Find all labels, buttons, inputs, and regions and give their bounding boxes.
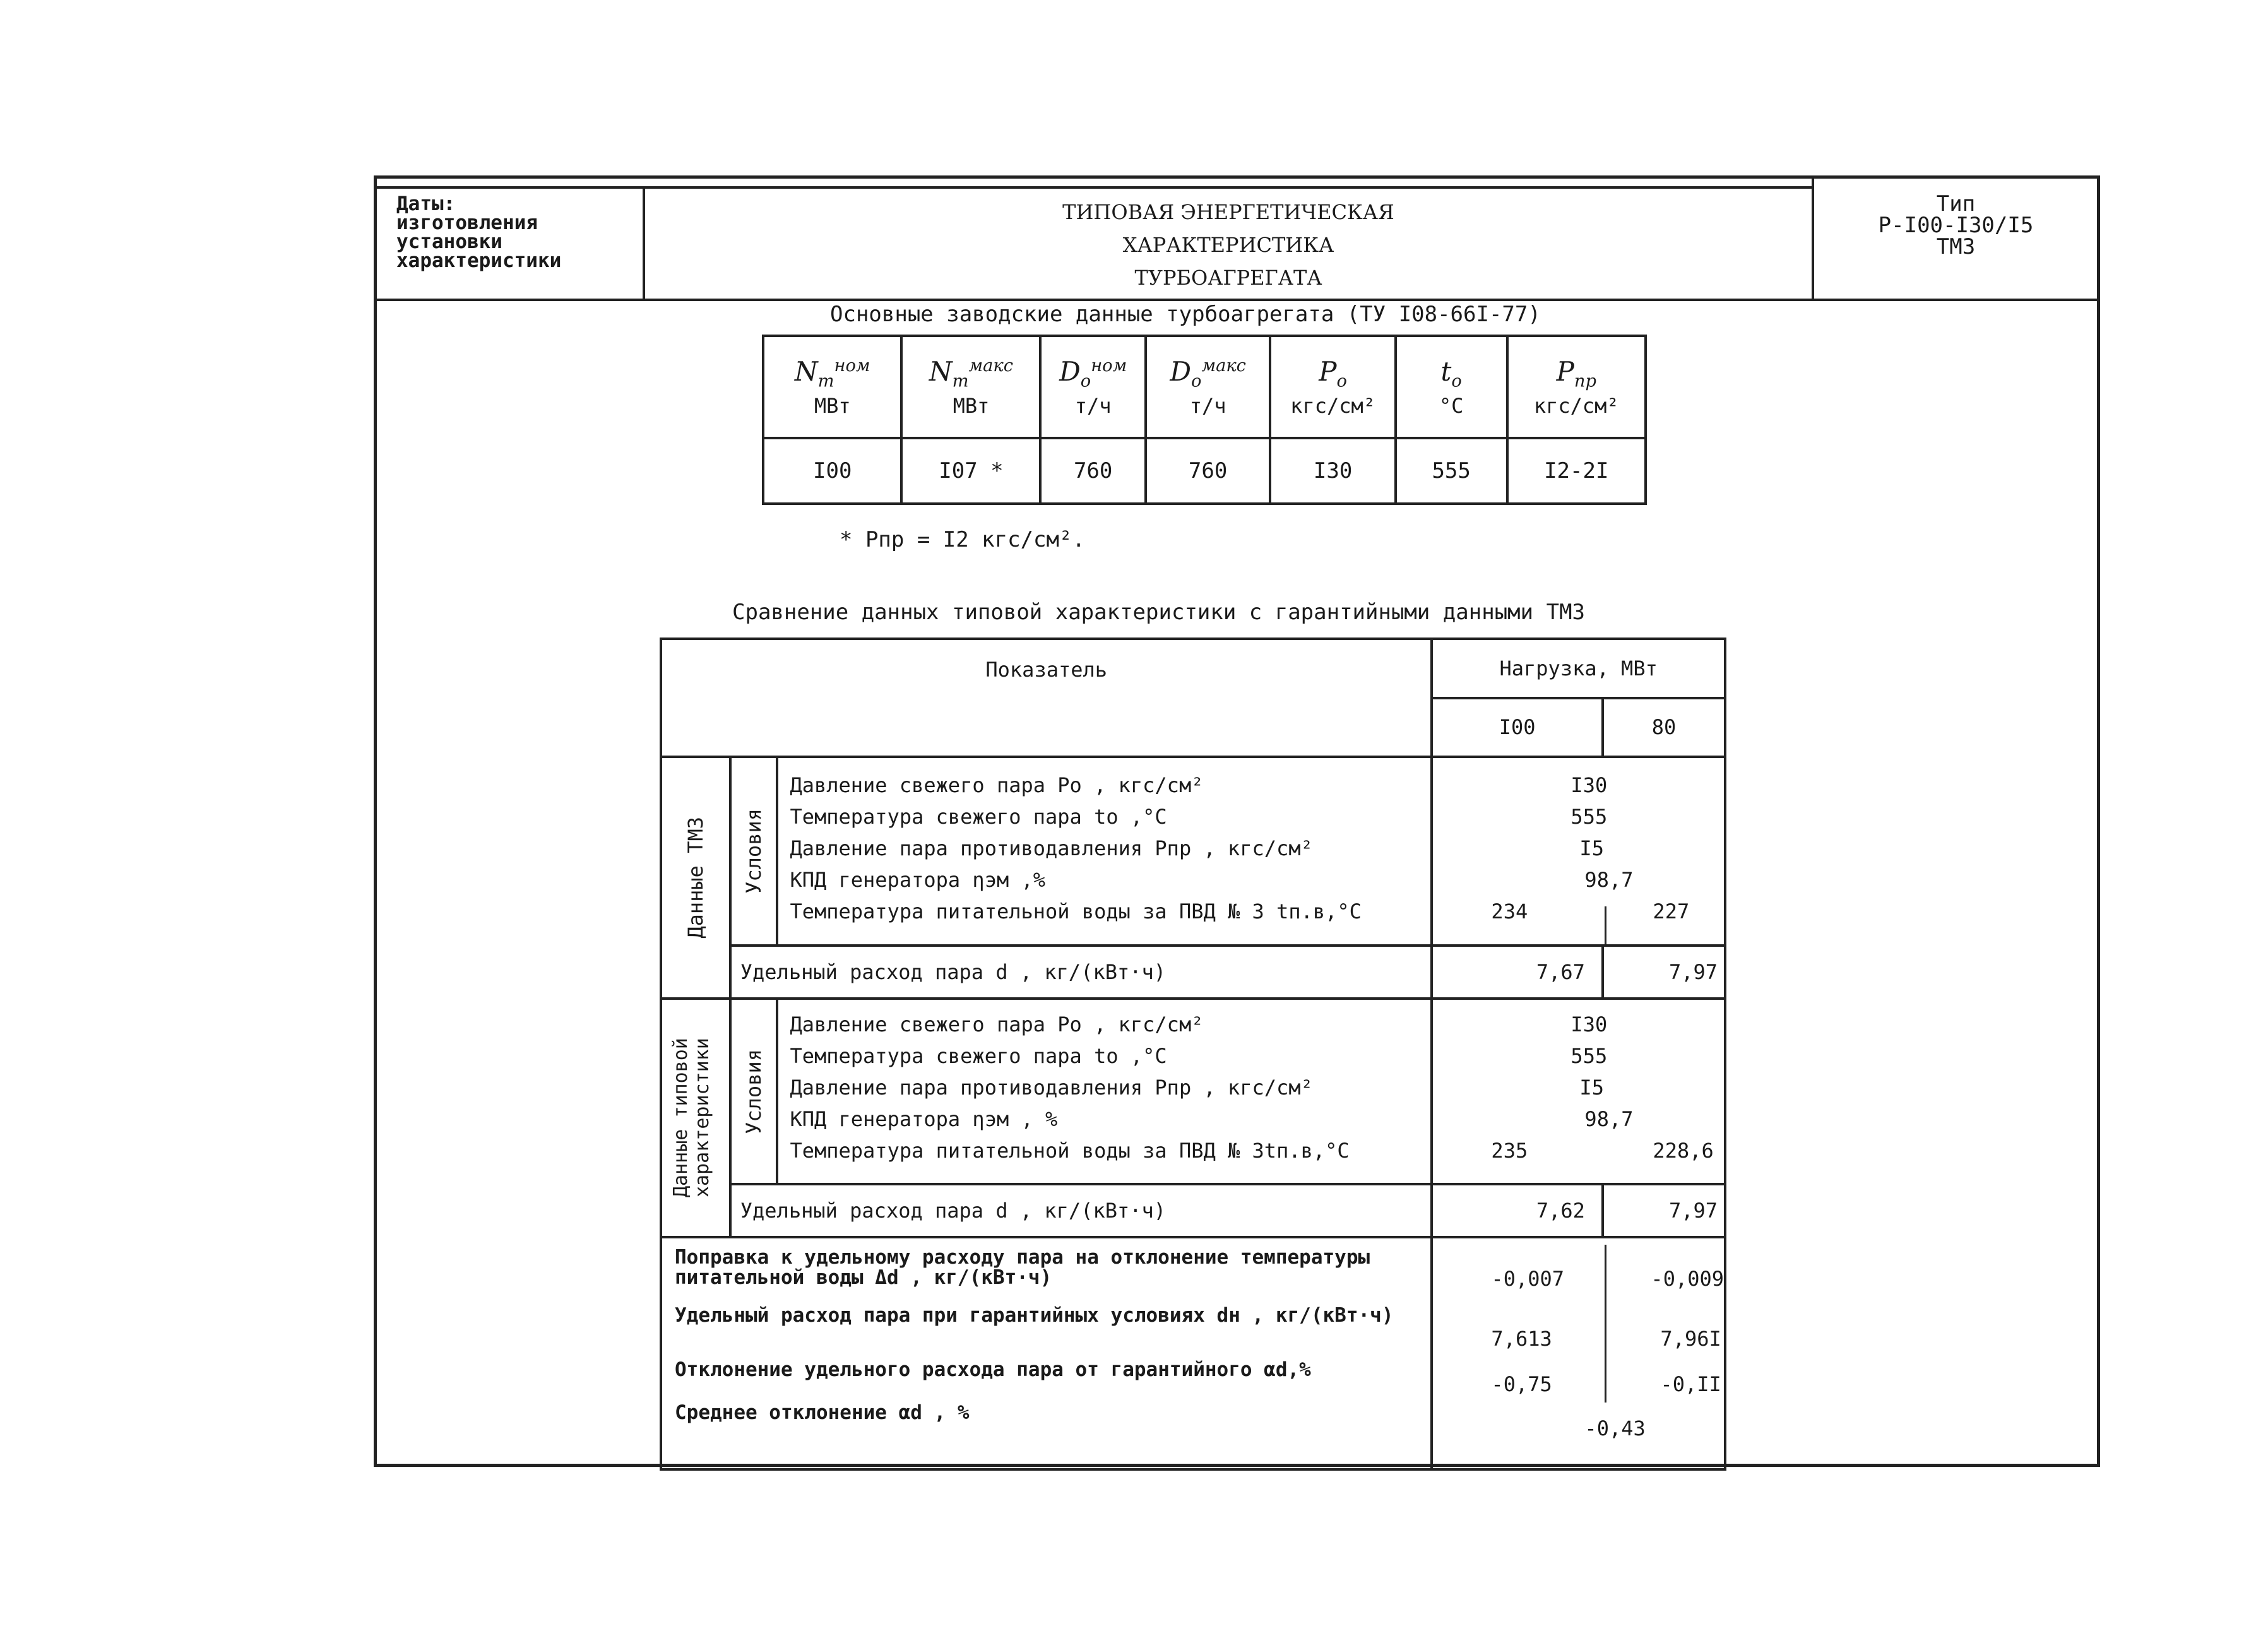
g2-cond-tfw: Температура питательной воды за ПВД № 3tп.в,°С — [790, 1139, 1350, 1163]
load-100: I00 — [1432, 698, 1602, 757]
head-load: Нагрузка, МВт — [1432, 639, 1725, 698]
load-80: 80 — [1603, 698, 1725, 757]
group1-label-cell — [661, 757, 730, 999]
g2-cond-eta: КПД генератора ηэм , % — [790, 1107, 1058, 1131]
bottom-label-correction: Поправка к удельному расходу пара на отклонение температуры питательной воды Δd , кг/(кВт·ч) — [675, 1246, 1370, 1289]
bottom-labels — [661, 1237, 1432, 1469]
col-d0-nom: $D_о^{ном}$ т/ч — [1040, 336, 1145, 438]
col-t0: $t_о$ °С — [1396, 336, 1507, 438]
g1-cond-p0: Давление свежего пара Pо , кгс/см² — [790, 773, 1204, 797]
g2-cond-t0: Температура свежего пара tо ,°С — [790, 1044, 1167, 1068]
bottom-split-line — [1605, 1245, 1606, 1403]
g2-cond-ppr: Давление пара противодавления Pпр , кгс/см² — [790, 1076, 1313, 1100]
compare-head-row-1 — [661, 639, 1725, 698]
factory-caption: Основные заводские данные турбоагрегата (ТУ I08-66I-77) — [830, 302, 1541, 327]
bottom-label-deviation: Отклонение удельного расхода пара от гарантийного αd,% — [675, 1358, 1311, 1381]
g2-specific-label: Удельный расход пара d , кг/(кВт·ч) — [730, 1184, 1432, 1237]
header-title: ТИПОВАЯ ЭНЕРГЕТИЧЕСКАЯ ХАРАКТЕРИСТИКА ТУРБОАГРЕГАТА — [1062, 200, 1394, 290]
group2-cond-label: Условия — [742, 1048, 766, 1134]
g1-cond-eta: КПД генератора ηэм ,% — [790, 868, 1046, 892]
g2-cond-p0: Давление свежего пара Pо , кгс/см² — [790, 1012, 1204, 1036]
group1-conditions-row — [661, 757, 1725, 946]
factory-footnote: * Pпр = I2 кгс/см². — [840, 527, 1085, 552]
group2-conditions-row — [661, 999, 1725, 1184]
col-nt-max: $N_т^{макс}$ МВт — [901, 336, 1040, 438]
group1-conditions — [777, 757, 1432, 946]
col-nt-nom: $N_т^{ном}$ МВт — [763, 336, 901, 438]
factory-values-row: I00 I07 * 760 760 I30 555 I2-2I — [763, 438, 1646, 504]
g1-cond-tfw: Температура питательной воды за ПВД № 3 tп.в,°С — [790, 899, 1362, 923]
bottom-label-average: Среднее отклонение αd , % — [675, 1401, 970, 1424]
group1-cond-label: Условия — [742, 809, 766, 894]
col-ppr: $P_{пр}$ кгс/см² — [1507, 336, 1646, 438]
group1-specific-row — [661, 946, 1725, 999]
bottom-values: -0,007 -0,009 7,613 7,96I -0,75 -0,II -0,43 — [1432, 1237, 1725, 1469]
factory-header-row — [763, 336, 1646, 438]
group2-cond-label-cell — [730, 999, 778, 1184]
group1-label: Данные ТМЗ — [683, 817, 708, 939]
head-indicator: Показатель — [661, 639, 1432, 757]
g1-split-line — [1605, 906, 1606, 944]
bottom-block-row — [661, 1237, 1725, 1469]
g2-specific-100: 7,62 — [1432, 1184, 1602, 1237]
factory-table — [762, 335, 1647, 505]
group2-conditions — [777, 999, 1432, 1184]
col-d0-max: $D_о^{макс}$ т/ч — [1146, 336, 1271, 438]
g2-specific-80: 7,97 — [1603, 1184, 1725, 1237]
g1-cond-t0: Температура свежего пара tо ,°С — [790, 805, 1167, 829]
group2-specific-row — [661, 1184, 1725, 1237]
group1-cond-values: I30 555 I5 98,7 234 227 — [1432, 757, 1725, 946]
g1-specific-80: 7,97 — [1603, 946, 1725, 999]
g1-cond-ppr: Давление пара противодавления Pпр , кгс/см² — [790, 836, 1313, 860]
group2-label: Данные типовой характеристики — [669, 1038, 713, 1198]
bottom-label-guaranteed: Удельный расход пара при гарантийных условиях dн , кг/(кВт·ч) — [675, 1304, 1394, 1327]
group2-cond-values: I30 555 I5 98,7 235 228,6 — [1432, 999, 1725, 1184]
group1-cond-label-cell — [730, 757, 778, 946]
compare-table — [660, 638, 1726, 1471]
compare-caption: Сравнение данных типовой характеристики с гарантийными данными ТМЗ — [732, 600, 1586, 625]
g1-specific-100: 7,67 — [1432, 946, 1602, 999]
group2-label-cell — [661, 999, 730, 1237]
col-p0: $P_о$ кгс/см² — [1270, 336, 1395, 438]
g1-specific-label: Удельный расход пара d , кг/(кВт·ч) — [730, 946, 1432, 999]
header-type: Тип Р-I00-I30/I5 ТМЗ — [1878, 191, 2034, 259]
header-dates: Даты: изготовления установки характеристики — [396, 193, 562, 272]
